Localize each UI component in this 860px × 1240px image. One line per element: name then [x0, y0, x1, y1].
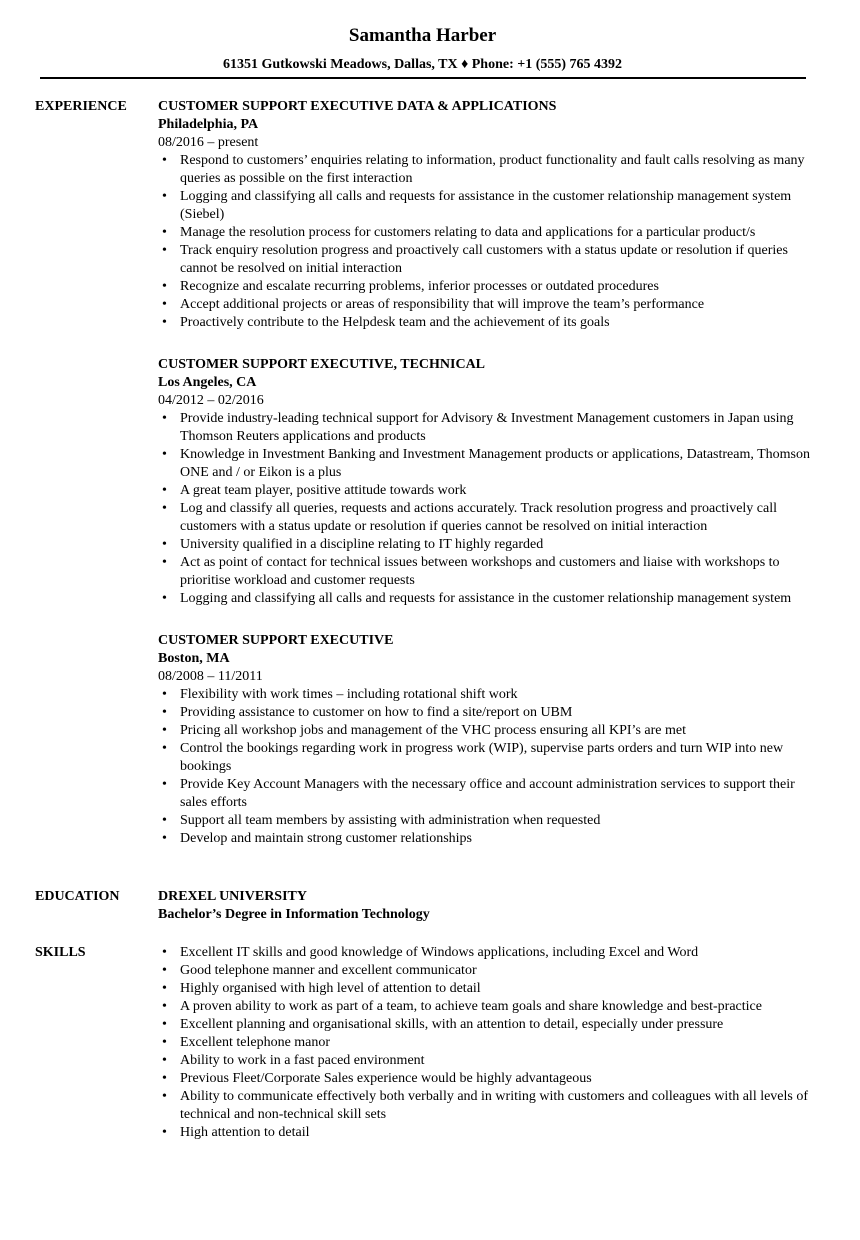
list-item: • Previous Fleet/Corporate Sales experience would be highly advantageous [180, 1070, 813, 1088]
job-location: Boston, MA [158, 651, 230, 666]
list-item: • Control the bookings regarding work in progress work (WIP), supervise parts orders and turn WIP into new bookings [180, 740, 813, 776]
job-entry [158, 356, 813, 608]
list-item: • Develop and maintain strong customer relationships [180, 830, 813, 848]
list-item: • Recognize and escalate recurring problems, inferior processes or outdated procedures [180, 278, 813, 296]
school-name: DREXEL UNIVERSITY [158, 889, 307, 904]
list-item: • Excellent telephone manor [180, 1034, 813, 1052]
job-location: Philadelphia, PA [158, 117, 259, 132]
list-item: • University qualified in a discipline relating to IT highly regarded [180, 536, 813, 554]
job-duties-list [158, 686, 813, 848]
job-duties-list [158, 410, 813, 608]
list-item: • Excellent planning and organisational skills, with an attention to detail, especially under pressure [180, 1016, 813, 1034]
list-item: • Ability to work in a fast paced environment [180, 1052, 813, 1070]
list-item: • A proven ability to work as part of a team, to achieve team goals and share knowledge and best-practice [180, 998, 813, 1016]
job-entry [158, 632, 813, 848]
job-location: Los Angeles, CA [158, 375, 257, 390]
degree: Bachelor’s Degree in Information Technology [158, 907, 430, 922]
list-item: • Respond to customers’ enquiries relating to information, product functionality and fault calls resolving as many queries as possible on the first interaction [180, 152, 813, 188]
list-item: • Manage the resolution process for customers relating to data and applications for a particular product/s [180, 224, 813, 242]
list-item: • Highly organised with high level of attention to detail [180, 980, 813, 998]
list-item: • High attention to detail [180, 1124, 813, 1142]
section-label-education: EDUCATION [35, 889, 120, 904]
list-item: • Logging and classifying all calls and requests for assistance in the customer relationship management system (Siebel) [180, 188, 813, 224]
list-item: • Track enquiry resolution progress and proactively call customers with a status update or resolution if queries cannot be resolved on initial interaction [180, 242, 813, 278]
list-item: • Ability to communicate effectively both verbally and in writing with customers and colleagues with all levels of technical and non-technical skill sets [180, 1088, 813, 1124]
list-item: • Good telephone manner and excellent communicator [180, 962, 813, 980]
job-title: CUSTOMER SUPPORT EXECUTIVE DATA & APPLICATIONS [158, 99, 557, 114]
skills-body [158, 944, 813, 1142]
job-dates: 08/2016 – present [158, 135, 259, 150]
list-item: • Excellent IT skills and good knowledge of Windows applications, including Excel and Word [180, 944, 813, 962]
resume-header [0, 24, 845, 74]
list-item: • Act as point of contact for technical issues between workshops and customers and liaise with workshops to prioritise workload and customer requests [180, 554, 813, 590]
list-item: • Flexibility with work times – including rotational shift work [180, 686, 813, 704]
experience-body [158, 98, 813, 872]
section-label-skills: SKILLS [35, 945, 86, 960]
list-item: • A great team player, positive attitude towards work [180, 482, 813, 500]
job-title: CUSTOMER SUPPORT EXECUTIVE, TECHNICAL [158, 357, 486, 372]
list-item: • Provide Key Account Managers with the necessary office and account administration services to support their sales efforts [180, 776, 813, 812]
list-item: • Logging and classifying all calls and requests for assistance in the customer relationship management system [180, 590, 813, 608]
job-dates: 04/2012 – 02/2016 [158, 393, 264, 408]
list-item: • Provide industry-leading technical support for Advisory & Investment Management customers in Japan using Thomson Reuters applications and products [180, 410, 813, 446]
header-divider [40, 77, 806, 79]
candidate-name: Samantha Harber [348, 25, 497, 46]
section-label-experience: EXPERIENCE [35, 99, 127, 114]
list-item: • Support all team members by assisting with administration when requested [180, 812, 813, 830]
education-body [158, 888, 813, 924]
list-item: • Accept additional projects or areas of responsibility that will improve the team’s performance [180, 296, 813, 314]
skills-list [158, 944, 813, 1142]
job-duties-list [158, 152, 813, 332]
list-item: • Proactively contribute to the Helpdesk team and the achievement of its goals [180, 314, 813, 332]
list-item: • Providing assistance to customer on how to find a site/report on UBM [180, 704, 813, 722]
job-title: CUSTOMER SUPPORT EXECUTIVE [158, 633, 394, 648]
list-item: • Log and classify all queries, requests and actions accurately. Track resolution progress and proactively call customers with a status update or resolution if queries cannot be resolved on initial interaction [180, 500, 813, 536]
job-dates: 08/2008 – 11/2011 [158, 669, 263, 684]
job-entry [158, 98, 813, 332]
list-item: • Knowledge in Investment Banking and Investment Management products or applications, Datastream, Thomson ONE and / or Eikon is a plus [180, 446, 813, 482]
list-item: • Pricing all workshop jobs and management of the VHC process ensuring all KPI’s are met [180, 722, 813, 740]
contact-line: 61351 Gutkowski Meadows, Dallas, TX ♦ Phone: +1 (555) 765 4392 [222, 57, 623, 72]
